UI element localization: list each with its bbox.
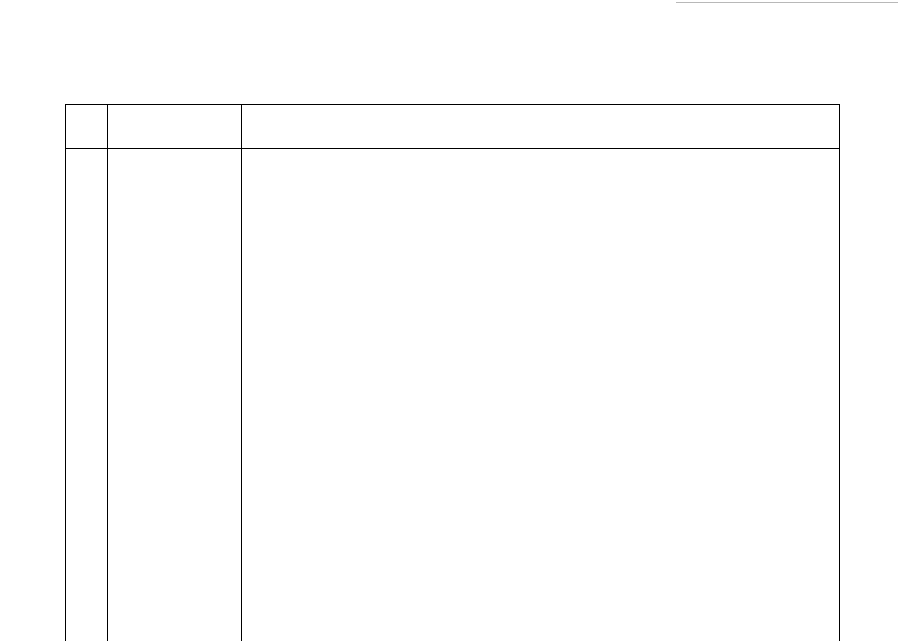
- column-divider-1: [107, 105, 108, 641]
- row-separator: [65, 148, 840, 149]
- document-table: [65, 104, 840, 641]
- column-divider-2: [241, 105, 242, 641]
- top-edge-line: [676, 2, 898, 3]
- table-border-right: [839, 105, 840, 641]
- table-border-left: [65, 105, 66, 641]
